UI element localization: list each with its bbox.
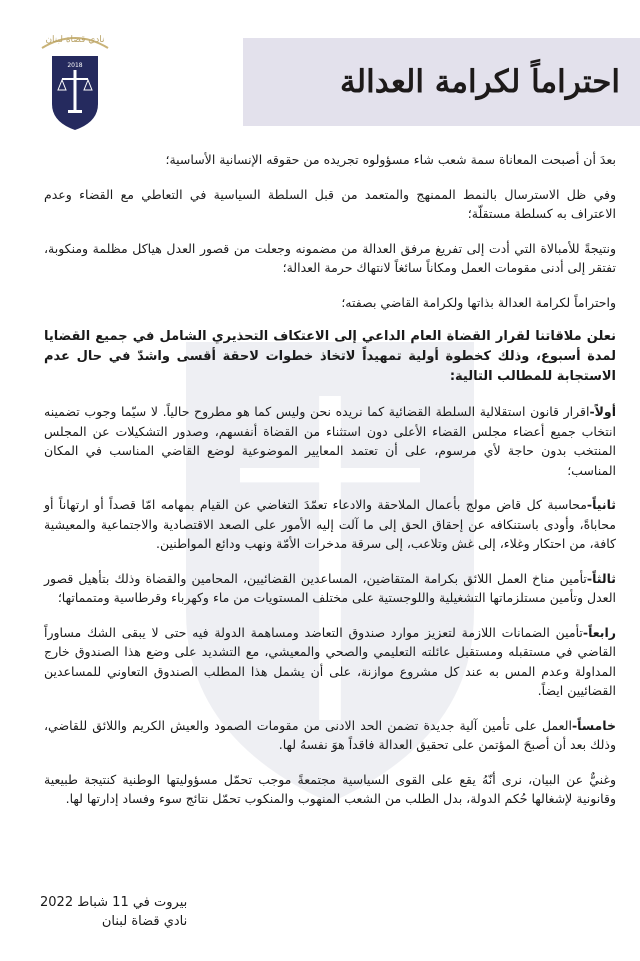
page-title: احتراماً لكرامة العدالة	[340, 64, 620, 100]
logo-year: 2018	[67, 62, 83, 69]
demand-item	[44, 623, 616, 701]
signature-block	[40, 893, 187, 931]
demand-text: اقرار قانون استقلالية السلطة القضائية كما نريده نحن وليس كما هو مطروح حالياً. لا سيّما وجوب تضمينه انتخاب جميع أعضاء مجلس القضاء الأعلى دون استثناء من القضاة أنفسهم، وصدور التشكيلات عن المجلس المنتخب بدون حاجة لأي مرسوم، على أن تعتمد المعايير الموضوعية لوضع القاضي المناسب في المكان المناسب؛	[44, 404, 616, 478]
paragraph-1: بعدَ أن أصبحت المعاناة سمة شعب شاء مسؤولوه تجريده من حقوقه الإنسانية الأساسية؛	[165, 152, 616, 167]
paragraph-3: ونتيجةً للأمبالاة التي أدت إلى تفريغ مرفق العدالة من مضمونه وجعلت من قصور العدل هياكل مظلمة ومنكوبة، تفتقر إلى أدنى مقومات العمل ومكاناً سائغاً لانتهاك حرمة العدالة؛	[44, 240, 616, 275]
demand-text: محاسبة كل قاض مولج بأعمال الملاحقة والادعاء تعمّدَ التغاضي عن القيام بمهامه امّا قصداً أو ارتهاناً أو محاباةً، وأودى باستنكافه عن إحقاق الحق إلى ما آلت إليه الأمور على الصعد الاقتصادية والاجتماعية والمعيشية كافة، من احتكار وغلاء، إلى غش وتلاعب، إلى سرقة مدخرات الأمّة ونهب ودائع المواطنين.	[44, 497, 616, 551]
demand-number: خامساً-	[571, 717, 616, 733]
demand-item	[44, 716, 616, 755]
demand-item	[44, 402, 616, 480]
demand-text: تأمين مناخ العمل اللائق بكرامة المتقاضين، المساعدين القضائيين، المحامين والقضاة وذلك بتأهيل قصور العدل وتأمين مستلزماتها التشغيلية واللوجستية على مختلف المستويات من ماء وكهرباء وقرطاسية ومتمماتها؛	[44, 570, 616, 605]
demand-number: أولاً-	[589, 404, 616, 419]
place-date: بيروت في 11 شباط 2022	[40, 895, 188, 910]
demand-number: رابعاً-	[582, 624, 616, 640]
paragraph-2: وفي ظل الاسترسال بالنمط الممنهج والمتعمد من قبل السلطة السياسية في التعاطي مع القضاء وعدم الاعتراف به كسلطة مستقلّة؛	[44, 186, 616, 221]
signing-organization: نادي قضاة لبنان	[101, 914, 188, 929]
logo-caption: نادي قضاة لبنان	[45, 35, 105, 45]
closing-paragraph: وغنيٌّ عن البيان، نرى أنّهُ يقع على القوى السياسية مجتمعةً موجب تحمّل مسؤوليتها الوطنية كنتيجة طبيعية وقانونية لإشغالها حُكم الدولة، بدل الطلب من الشعب المنهوب والمنكوب تحمّل نتائج سوء وفساد إدارتها لها.	[44, 771, 616, 806]
demand-item	[44, 495, 616, 554]
announcement: نعلن ملاقاتنا لقرار القضاة العام الداعي إلى الاعتكاف التحذيري الشامل في جميع القضايا لمدة أسبوع، وذلك كخطوة أولية تمهيداً لاتخاذ خطوات لاحقة أقسى واشدّ في حال عدم الاستجابة للمطالب التالية:	[44, 329, 616, 384]
statement-body	[44, 150, 616, 824]
demand-text: العمل على تأمين آلية جديدة تضمن الحد الادنى من مقومات الصمود والعيش الكريم واللائق للقاضي، وذلك بعد أن أصبحَ المؤتمن على تحقيق العدالة فاقداً هوَ نفسهُ لها.	[44, 717, 616, 752]
demand-item	[44, 569, 616, 608]
title-banner	[243, 38, 640, 126]
club-logo	[30, 26, 120, 132]
demand-number: ثانياً-	[586, 497, 616, 512]
demand-number: ثالثاً-	[586, 570, 616, 586]
demand-text: تأمين الضمانات اللازمة لتعزيز موارد صندوق التعاضد ومساهمة الدولة فيه حتى لا يبقى الشك مساوراً القاضي في مستقبله ومستقبل عائلته التعليمي والصحي والمعيشي، مع التشديد على وضع هذا الصندوق خارج المداولة وعدم المس به عند كل مشروع موازنة، على أن يشمل هذا المطلب الصندوق التعاوني للمساعدين القضائيين ايضاً.	[44, 624, 616, 698]
paragraph-4: واحتراماً لكرامة العدالة بذاتها ولكرامة القاضي بصفته؛	[341, 294, 616, 310]
